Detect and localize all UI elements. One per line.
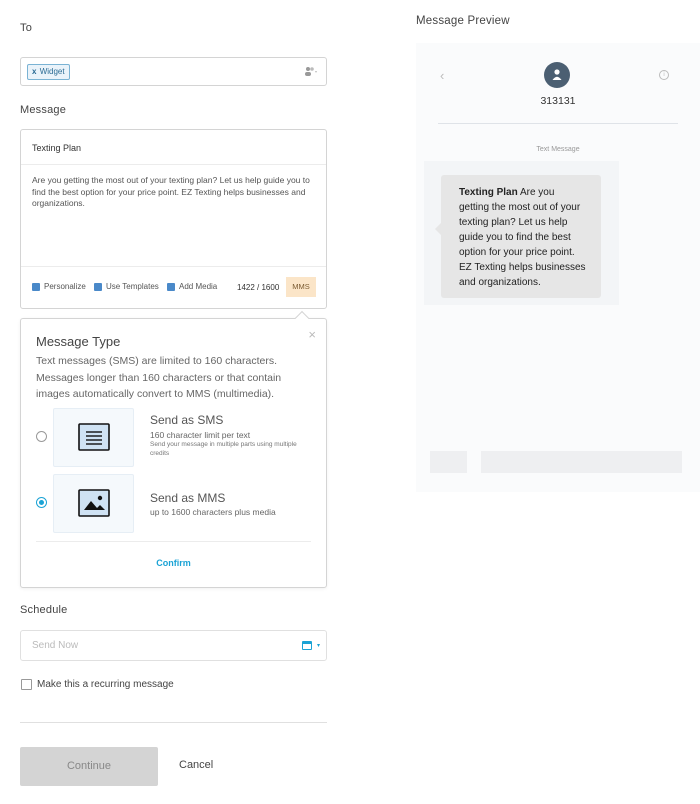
- calendar-icon[interactable]: [302, 641, 312, 650]
- mms-radio[interactable]: [36, 497, 47, 508]
- divider: [438, 123, 678, 124]
- info-icon: i: [659, 70, 669, 80]
- popover-description: Text messages (SMS) are limited to 160 characters. Messages longer than 160 characters or that contain images automatically convert to MMS (multimedia).: [36, 355, 282, 400]
- character-counter: 1422 / 1600: [237, 283, 280, 292]
- text-message-label: Text Message: [536, 146, 580, 153]
- to-label: To: [20, 22, 33, 34]
- mms-option-card[interactable]: [53, 474, 134, 533]
- bubble-body: Are you getting the most out of your texting plan? Let us help guide you to find the best option for your price point. EZ Texting helps businesses and organizations.: [459, 187, 586, 288]
- sms-option-card[interactable]: [53, 408, 134, 467]
- chip-remove-icon[interactable]: x: [32, 67, 37, 76]
- use-templates-button[interactable]: [94, 282, 159, 291]
- placeholder-bar: [481, 451, 682, 473]
- schedule-label: Schedule: [20, 604, 68, 616]
- divider: [20, 722, 327, 723]
- personalize-button[interactable]: [32, 282, 86, 291]
- popover-title: Message Type: [36, 334, 121, 349]
- add-media-button[interactable]: [167, 282, 217, 291]
- divider: [36, 541, 311, 542]
- popover-arrow: [295, 311, 309, 325]
- schedule-input[interactable]: [20, 630, 327, 661]
- sms-option-detail: Send your message in multiple parts using multiple credits: [150, 441, 297, 457]
- person-icon: [32, 283, 40, 291]
- divider: [21, 266, 326, 267]
- image-message-icon: [78, 489, 112, 519]
- message-type-popover: [20, 318, 327, 588]
- personalize-label: Personalize: [44, 282, 86, 291]
- preview-title: Message Preview: [416, 15, 510, 27]
- message-preview: [416, 43, 700, 492]
- divider: [21, 164, 326, 165]
- person-icon: [551, 68, 563, 81]
- placeholder-bar: [430, 451, 467, 473]
- message-type-badge[interactable]: MMS: [286, 277, 316, 297]
- recurring-label[interactable]: Make this a recurring message: [37, 679, 174, 690]
- contacts-icon[interactable]: [304, 66, 318, 76]
- sms-option-title: Send as SMS: [150, 413, 224, 427]
- templates-label: Use Templates: [106, 282, 159, 291]
- sms-radio[interactable]: [36, 431, 47, 442]
- avatar: [544, 62, 570, 88]
- recurring-checkbox[interactable]: [21, 679, 32, 690]
- confirm-button[interactable]: Confirm: [156, 558, 191, 568]
- mms-option-title: Send as MMS: [150, 491, 226, 505]
- chip-label: Widget: [39, 67, 65, 76]
- message-bubble: [441, 175, 601, 298]
- back-icon: ‹: [440, 68, 445, 83]
- message-editor[interactable]: [20, 129, 327, 309]
- text-message-icon: [78, 423, 112, 453]
- sms-option-subtitle: 160 character limit per text: [150, 430, 251, 440]
- preview-phone-number: 313131: [540, 95, 576, 107]
- recipient-chip[interactable]: [27, 64, 70, 80]
- media-label: Add Media: [179, 282, 218, 291]
- message-body[interactable]: Are you getting the most out of your texting plan? Let us help guide you to find the best option for your price point. EZ Texting helps businesses and organizations.: [32, 175, 310, 208]
- bubble-subject: Texting Plan: [459, 187, 518, 198]
- close-icon[interactable]: ×: [308, 327, 316, 342]
- cancel-button[interactable]: Cancel: [179, 759, 214, 771]
- schedule-placeholder: Send Now: [32, 640, 79, 651]
- to-field[interactable]: [20, 57, 327, 86]
- message-subject[interactable]: Texting Plan: [32, 143, 82, 153]
- image-icon: [167, 283, 175, 291]
- chevron-down-icon[interactable]: ▾: [316, 643, 320, 649]
- mms-option-subtitle: up to 1600 characters plus media: [150, 507, 276, 517]
- continue-button[interactable]: Continue: [20, 747, 158, 786]
- template-icon: [94, 283, 102, 291]
- message-label: Message: [20, 104, 67, 116]
